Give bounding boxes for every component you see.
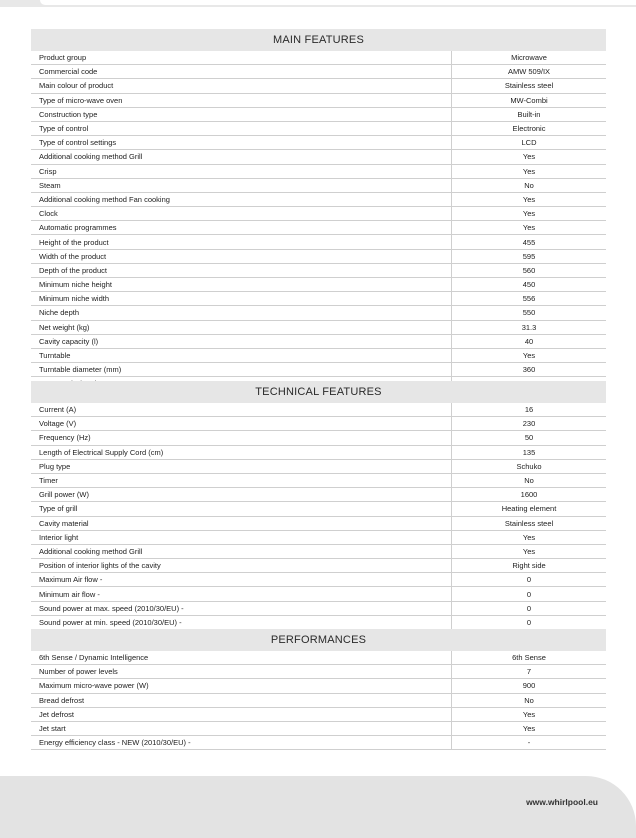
row-label: Jet defrost	[31, 707, 452, 721]
row-label: Frequency (Hz)	[31, 431, 452, 445]
table-row	[31, 178, 606, 192]
row-value: Stainless steel	[452, 516, 607, 530]
row-label: Timer	[31, 473, 452, 487]
row-value: 31.3	[452, 320, 607, 334]
top-band-cutout	[40, 0, 636, 5]
table-row	[31, 221, 606, 235]
row-label: Product group	[31, 51, 452, 65]
row-value: Yes	[452, 721, 607, 735]
row-value: 1600	[452, 488, 607, 502]
technical-features-table	[31, 403, 606, 630]
row-label: Maximum micro-wave power (W)	[31, 679, 452, 693]
table-row	[31, 601, 606, 615]
row-value: No	[452, 693, 607, 707]
row-value: 595	[452, 249, 607, 263]
row-value: Stainless steel	[452, 79, 607, 93]
row-value: 6th Sense	[452, 651, 607, 665]
row-label: Steam	[31, 178, 452, 192]
table-row	[31, 488, 606, 502]
row-label: Energy efficiency class - NEW (2010/30/EU) -	[31, 736, 452, 750]
performances-table	[31, 651, 606, 750]
row-label: Interior light	[31, 530, 452, 544]
row-value: 450	[452, 278, 607, 292]
technical-features-title: TECHNICAL FEATURES	[31, 381, 606, 403]
row-label: Cavity material	[31, 516, 452, 530]
row-value: LCD	[452, 136, 607, 150]
table-row	[31, 587, 606, 601]
row-value: Right side	[452, 559, 607, 573]
table-row	[31, 93, 606, 107]
table-row	[31, 502, 606, 516]
row-value: 455	[452, 235, 607, 249]
row-label: Automatic programmes	[31, 221, 452, 235]
row-label: Position of interior lights of the cavity	[31, 559, 452, 573]
table-row	[31, 544, 606, 558]
table-row	[31, 164, 606, 178]
row-value: Schuko	[452, 459, 607, 473]
row-value: No	[452, 473, 607, 487]
row-value: AMW 509/IX	[452, 65, 607, 79]
table-row	[31, 530, 606, 544]
performances-section	[31, 629, 606, 750]
top-band	[0, 0, 636, 7]
row-value: 40	[452, 334, 607, 348]
row-label: Jet start	[31, 721, 452, 735]
row-value: 0	[452, 615, 607, 629]
row-label: Number of power levels	[31, 665, 452, 679]
row-label: Width of the product	[31, 249, 452, 263]
row-value: Yes	[452, 164, 607, 178]
table-row	[31, 707, 606, 721]
row-label: Crisp	[31, 164, 452, 178]
row-label: 6th Sense / Dynamic Intelligence	[31, 651, 452, 665]
row-label: Height of the product	[31, 235, 452, 249]
table-row	[31, 65, 606, 79]
table-row	[31, 107, 606, 121]
row-value: 0	[452, 587, 607, 601]
table-row	[31, 306, 606, 320]
technical-features-section	[31, 381, 606, 630]
table-row	[31, 121, 606, 135]
main-features-title: MAIN FEATURES	[31, 29, 606, 51]
row-value: -	[452, 736, 607, 750]
row-label: Niche depth	[31, 306, 452, 320]
row-value: 50	[452, 431, 607, 445]
table-row	[31, 693, 606, 707]
row-value: 7	[452, 665, 607, 679]
row-value: 0	[452, 573, 607, 587]
row-label: Additional cooking method Grill	[31, 150, 452, 164]
row-label: Plug type	[31, 459, 452, 473]
row-label: Cavity capacity (l)	[31, 334, 452, 348]
table-row	[31, 403, 606, 417]
table-row	[31, 348, 606, 362]
table-row	[31, 235, 606, 249]
table-row	[31, 249, 606, 263]
table-row	[31, 207, 606, 221]
row-label: Grill power (W)	[31, 488, 452, 502]
row-label: Additional cooking method Fan cooking	[31, 192, 452, 206]
row-value: 135	[452, 445, 607, 459]
row-value: 360	[452, 363, 607, 377]
row-label: Maximum Air flow -	[31, 573, 452, 587]
row-label: Turntable	[31, 348, 452, 362]
row-value: Yes	[452, 150, 607, 164]
row-label: Construction type	[31, 107, 452, 121]
row-label: Minimum niche width	[31, 292, 452, 306]
table-row	[31, 445, 606, 459]
table-row	[31, 459, 606, 473]
website-link[interactable]: www.whirlpool.eu	[526, 797, 598, 807]
main-features-section	[31, 29, 606, 392]
row-value: Yes	[452, 207, 607, 221]
row-value: Yes	[452, 544, 607, 558]
row-value: MW-Combi	[452, 93, 607, 107]
table-row	[31, 292, 606, 306]
table-row	[31, 136, 606, 150]
footer	[0, 776, 636, 838]
main-features-table	[31, 51, 606, 392]
row-value: Microwave	[452, 51, 607, 65]
row-label: Sound power at max. speed (2010/30/EU) -	[31, 601, 452, 615]
row-value: Yes	[452, 707, 607, 721]
table-row	[31, 651, 606, 665]
row-value: Yes	[452, 192, 607, 206]
row-label: Main colour of product	[31, 79, 452, 93]
row-label: Commercial code	[31, 65, 452, 79]
row-label: Length of Electrical Supply Cord (cm)	[31, 445, 452, 459]
row-label: Type of grill	[31, 502, 452, 516]
table-row	[31, 192, 606, 206]
table-row	[31, 559, 606, 573]
table-row	[31, 615, 606, 629]
table-row	[31, 263, 606, 277]
row-label: Type of control settings	[31, 136, 452, 150]
table-row	[31, 516, 606, 530]
row-label: Voltage (V)	[31, 417, 452, 431]
row-label: Minimum niche height	[31, 278, 452, 292]
table-row	[31, 150, 606, 164]
table-row	[31, 79, 606, 93]
row-label: Net weight (kg)	[31, 320, 452, 334]
row-value: Built-in	[452, 107, 607, 121]
row-label: Turntable diameter (mm)	[31, 363, 452, 377]
table-row	[31, 278, 606, 292]
table-row	[31, 334, 606, 348]
row-value: Yes	[452, 221, 607, 235]
row-value: 230	[452, 417, 607, 431]
row-label: Sound power at min. speed (2010/30/EU) -	[31, 615, 452, 629]
row-label: Additional cooking method Grill	[31, 544, 452, 558]
row-value: Yes	[452, 348, 607, 362]
table-row	[31, 721, 606, 735]
row-value: No	[452, 178, 607, 192]
table-row	[31, 473, 606, 487]
table-row	[31, 431, 606, 445]
row-value: 0	[452, 601, 607, 615]
row-label: Current (A)	[31, 403, 452, 417]
table-row	[31, 417, 606, 431]
table-row	[31, 320, 606, 334]
row-label: Clock	[31, 207, 452, 221]
row-label: Minimum air flow -	[31, 587, 452, 601]
row-value: 560	[452, 263, 607, 277]
row-value: 556	[452, 292, 607, 306]
row-value: Yes	[452, 530, 607, 544]
row-value: Heating element	[452, 502, 607, 516]
table-row	[31, 736, 606, 750]
row-value: 550	[452, 306, 607, 320]
table-row	[31, 51, 606, 65]
table-row	[31, 573, 606, 587]
table-row	[31, 665, 606, 679]
row-value: Electronic	[452, 121, 607, 135]
row-label: Depth of the product	[31, 263, 452, 277]
row-label: Bread defrost	[31, 693, 452, 707]
row-value: 16	[452, 403, 607, 417]
performances-title: PERFORMANCES	[31, 629, 606, 651]
table-row	[31, 679, 606, 693]
table-row	[31, 363, 606, 377]
row-label: Type of micro-wave oven	[31, 93, 452, 107]
row-label: Type of control	[31, 121, 452, 135]
row-value: 900	[452, 679, 607, 693]
